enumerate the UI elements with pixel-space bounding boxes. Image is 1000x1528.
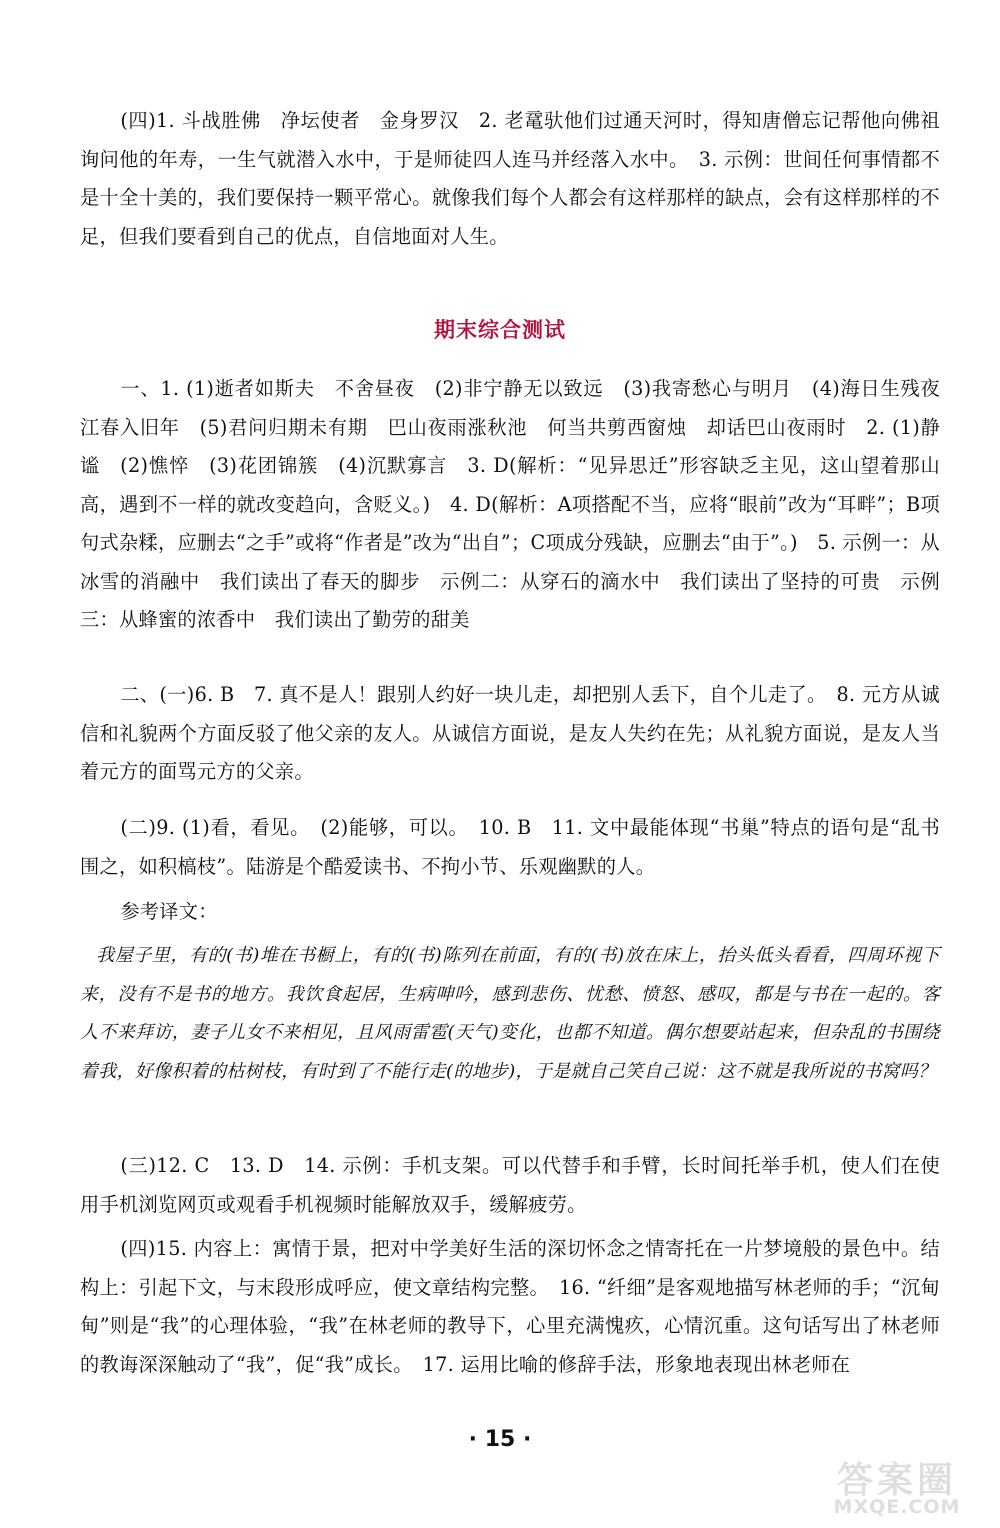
watermark-logo <box>808 1452 986 1520</box>
section-title: 期末综合测试 <box>434 318 566 342</box>
page-number: · 15 · <box>468 1427 532 1452</box>
translation-paragraph: 我屋子里，有的(书)堆在书橱上，有的(书)陈列在前面，有的(书)放在床上，抬头低头看看，四周环视下来，没有不是书的地方。我饮食起居，生病呻吟，感到悲伤、忧愁、愤怒、感叹，都是与书在一起的。客人不来拜访，妻子儿女不来相见，且风雨雷雹(天气)变化，也都不知道。偶尔想要站起来，但杂乱的书围绕着我，好像积着的枯树枝，有时到了不能行走(的地步)，于是就自己笑自己说：这不就是我所说的书窝吗？ <box>80 945 940 1082</box>
answer-paragraph-part4: (四)1. 斗战胜佛 净坛使者 金身罗汉 2. 老鼋驮他们过通天河时，得知唐僧忘记帮他向佛祖询问他的年寿，一生气就潜入水中，于是师徒四人连马并经落入水中。 3. 示例：世间任何事情都不是十全十美的，我们要保持一颗平常心。就像我们每个人都会有这样那样的缺点，会有这样那样的不足，但我们要看到自己的优点，自信地面对人生。 <box>80 109 940 248</box>
answer-paragraph-section1: 一、1. (1)逝者如斯夫 不舍昼夜 (2)非宁静无以致远 (3)我寄愁心与明月 (4)海日生残夜 江春入旧年 (5)君问归期未有期 巴山夜雨涨秋池 何当共剪西窗烛 却话巴山夜雨时 2. (1)静谧 (2)憔悴 (3)花团锦簇 (4)沉默寡言 3. D(解析：“见异思迁”形容缺乏主见，这山望着那山高，遇到不一样的就改变趋向，含贬义。) 4. D(解析：A项搭配不当，应将“眼前”改为“耳畔”；B项句式杂糅，应删去“之手”或将“作者是”改为“出自”；C项成分残缺，应删去“由于”。) 5. 示例一：从冰雪的消融中 我们读出了春天的脚步 示例二：从穿石的滴水中 我们读出了坚持的可贵 示例三：从蜂蜜的浓香中 我们读出了勤劳的甜美 <box>80 377 960 631</box>
watermark-text-cn: 答案圈 <box>836 1460 957 1501</box>
answer-paragraph-section2-part1: 二、(一)6. B 7. 真不是人！跟别人约好一块儿走，却把别人丢下，自个儿走了。 8. 元方从诚信和礼貌两个方面反驳了他父亲的友人。从诚信方面说，是友人失约在先；从礼貌方面说，是友人当着元方的面骂元方的父亲。 <box>80 683 940 783</box>
translation-label: 参考译文： <box>120 900 218 923</box>
answer-paragraph-section2-part2: (二)9. (1)看，看见。 (2)能够，可以。 10. B 11. 文中最能体现“书巢”特点的语句是“乱书围之，如积槁枝”。陆游是个酷爱读书、不拘小节、乐观幽默的人。 <box>80 816 940 878</box>
answer-paragraph-section2-part4: (四)15. 内容上：寓情于景，把对中学美好生活的深切怀念之情寄托在一片梦境般的景色中。结构上：引起下文，与末段形成呼应，使文章结构完整。 16. “纤细”是客观地描写林老师的手；“沉甸甸”则是“我”的心理体验，“我”在林老师的教导下，心里充满愧疚，心情沉重。这句话写出了林老师的教诲深深触动了“我”，促“我”成长。 17. 运用比喻的修辞手法，形象地表现出林老师在 <box>80 1237 940 1376</box>
answer-paragraph-section2-part3: (三)12. C 13. D 14. 示例：手机支架。可以代替手和手臂，长时间托举手机，使人们在使用手机浏览网页或观看手机视频时能解放双手，缓解疲劳。 <box>80 1154 940 1216</box>
watermark-text-en: MXQE.COM <box>833 1496 961 1518</box>
